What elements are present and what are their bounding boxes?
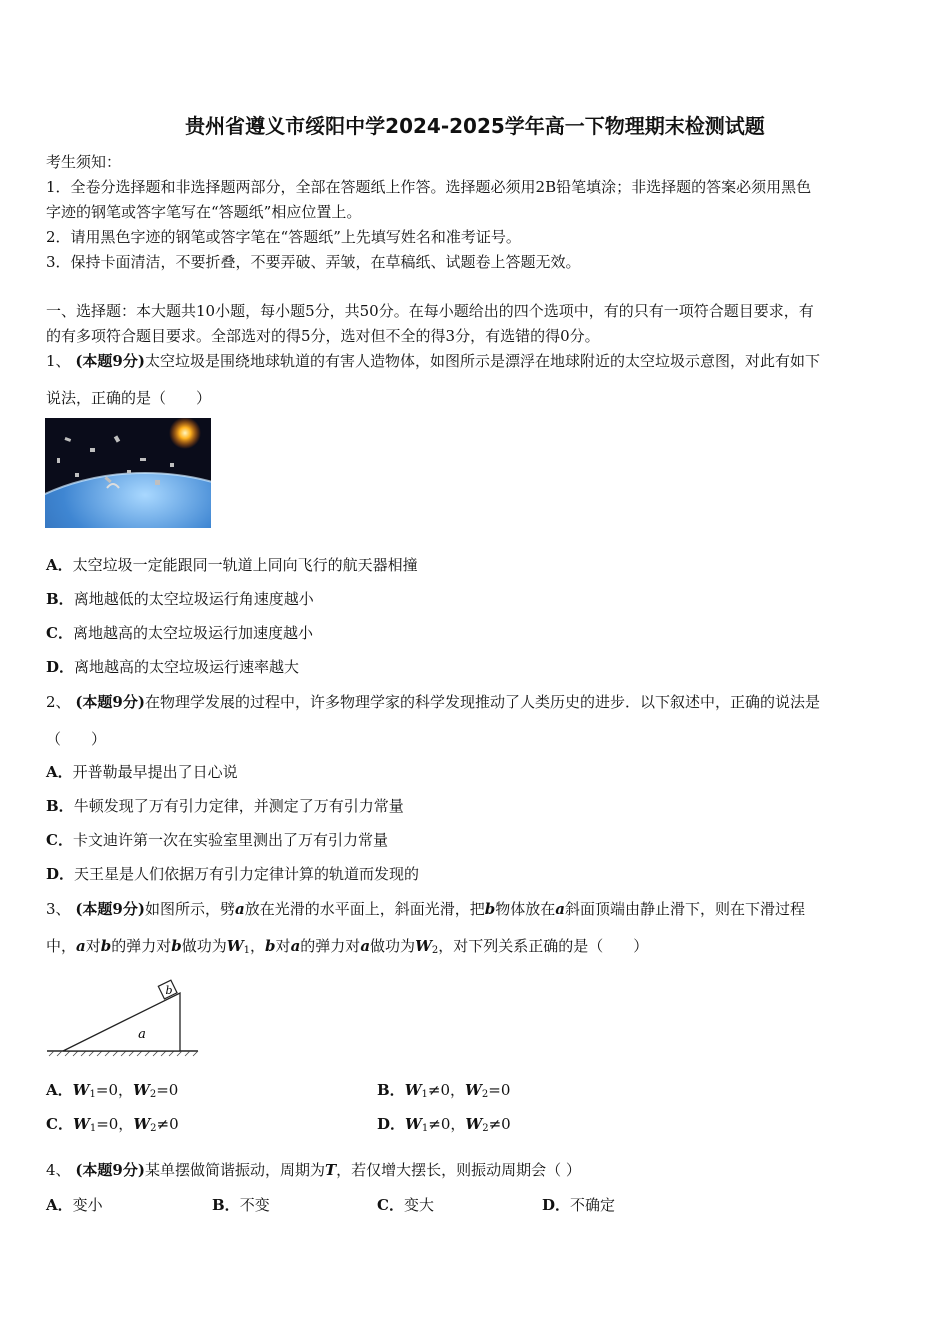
option-letter: C． — [377, 1196, 404, 1214]
subscript: 2 — [149, 1089, 157, 1100]
q1-score: (本题9分) — [75, 352, 145, 370]
q3-option — [46, 1114, 179, 1139]
q1-option — [46, 589, 314, 609]
q3-option — [377, 1114, 511, 1139]
var-w: W — [72, 1115, 90, 1133]
q3-text: 对 — [85, 937, 101, 955]
notice-heading: 考生须知： — [46, 153, 122, 171]
q3-text: 对 — [275, 937, 291, 955]
q4-score: (本题9分) — [75, 1161, 145, 1179]
q1-stem2: 说法，正确的是（ ） — [46, 389, 212, 407]
option-text: =0， — [96, 1115, 134, 1133]
q4-text: 某单摆做简谐振动，周期为 — [144, 1161, 325, 1179]
option-text: 牛顿发现了万有引力定律，并测定了万有引力常量 — [73, 797, 404, 815]
subscript: 1 — [421, 1089, 428, 1100]
option-letter: C． — [46, 624, 73, 642]
option-letter: B． — [377, 1081, 405, 1099]
option-letter: C． — [46, 1115, 73, 1133]
q3-num: 3、 — [46, 900, 71, 918]
var-a: a — [555, 900, 565, 918]
option-letter: B． — [212, 1196, 240, 1214]
option-letter: A． — [46, 1081, 73, 1099]
q2-stem — [46, 692, 820, 712]
q2-option — [46, 762, 238, 782]
q3-text: 物体放在 — [495, 900, 556, 918]
q4-option — [377, 1195, 434, 1215]
var-w: W — [72, 1081, 90, 1099]
option-letter: D． — [542, 1196, 571, 1214]
var-b: b — [100, 937, 112, 955]
var-a: a — [290, 937, 301, 955]
q3-text: 斜面顶端由静止滑下，则在下滑过程 — [564, 900, 805, 918]
option-letter: D． — [46, 865, 75, 883]
option-letter: C． — [46, 831, 73, 849]
q3-option — [377, 1080, 510, 1105]
q4-option — [212, 1195, 270, 1215]
notice-item: 1．全卷分选择题和非选择题两部分，全部在答题纸上作答。选择题必须用2B铅笔填涂；非选择题的答案必须用黑色 — [46, 178, 812, 196]
option-text: 离地越高的太空垃圾运行加速度越小 — [72, 624, 313, 642]
q4-stem — [46, 1160, 581, 1180]
subscript: 2 — [481, 1089, 489, 1100]
debris-piece — [140, 458, 146, 461]
q2-option — [46, 864, 419, 884]
subscript: 2 — [482, 1123, 489, 1134]
q3-text: ，对下列关系正确的是（ ） — [438, 937, 649, 955]
label-a: a — [138, 1027, 146, 1042]
option-text: 变小 — [72, 1196, 103, 1214]
q1-stem-text: 太空垃圾是围绕地球轨道的有害人造物体，如图所示是漂浮在地球附近的太空垃圾示意图，对此有如下 — [144, 352, 820, 370]
q1-num: 1、 — [46, 352, 71, 370]
subscript: 1 — [243, 945, 251, 956]
page-title: 贵州省遵义市绥阳中学2024-2025学年高一下物理期末检测试题 — [185, 114, 765, 138]
option-letter: A． — [46, 556, 73, 574]
var-t: T — [324, 1161, 337, 1179]
var-b: b — [171, 937, 182, 955]
option-letter: A． — [46, 1196, 73, 1214]
q3-option — [46, 1080, 178, 1105]
option-text: 变大 — [403, 1196, 434, 1214]
q3-text: 放在光滑的水平面上，斜面光滑，把 — [244, 900, 485, 918]
option-text: 离地越高的太空垃圾运行速率越大 — [74, 658, 300, 676]
q4-text: ，若仅增大摆长，则振动周期会（ ） — [336, 1161, 581, 1179]
q2-score: (本题9分) — [75, 693, 145, 711]
q2-option — [46, 796, 404, 816]
label-b: b — [165, 984, 173, 997]
wedge-a — [63, 993, 180, 1051]
var-w: W — [415, 937, 432, 955]
q4-option — [542, 1195, 615, 1215]
option-text: 卡文迪许第一次在实验室里测出了万有引力常量 — [72, 831, 388, 849]
debris-piece — [57, 458, 60, 463]
option-text: 不确定 — [570, 1196, 616, 1214]
space-debris-image — [45, 418, 211, 528]
option-letter: A． — [46, 763, 73, 781]
q2-stem-text: 在物理学发展的过程中，许多物理学家的科学发现推动了人类历史的进步．以下叙述中，正确的说法是 — [144, 693, 820, 711]
subscript: 1 — [89, 1089, 96, 1100]
option-text: 不变 — [239, 1196, 270, 1214]
var-a: a — [234, 900, 245, 918]
q1-option — [46, 555, 418, 575]
option-text: ≠0， — [428, 1115, 466, 1133]
q2-option — [46, 830, 388, 850]
option-text: 太空垃圾一定能跟同一轨道上同向飞行的航天器相撞 — [72, 556, 418, 574]
var-a: a — [360, 937, 371, 955]
q3-text: 的弹力对 — [111, 937, 172, 955]
option-text: ≠0， — [427, 1081, 466, 1099]
q4-num: 4、 — [46, 1161, 71, 1179]
var-w: W — [133, 1115, 151, 1133]
var-b: b — [265, 937, 276, 955]
q2-stem2: （ ） — [46, 730, 107, 748]
option-text: =0 — [488, 1081, 511, 1099]
debris-piece — [155, 480, 160, 485]
notice-item: 2．请用黑色字迹的钢笔或答字笔在“答题纸”上先填写姓名和准考证号。 — [46, 228, 521, 246]
subscript: 2 — [150, 1123, 157, 1134]
var-a: a — [76, 937, 86, 955]
var-w: W — [226, 937, 244, 955]
option-text: 离地越低的太空垃圾运行角速度越小 — [73, 590, 314, 608]
option-text: ≠0 — [156, 1115, 179, 1133]
q1-stem — [46, 351, 820, 371]
sun-shape — [169, 418, 201, 449]
option-letter: D． — [377, 1115, 406, 1133]
q3-text: 做功为 — [370, 937, 416, 955]
option-letter: B． — [46, 797, 74, 815]
section-line: 一、选择题：本大题共10小题，每小题5分，共50分。在每小题给出的四个选项中，有的只有一项符合题目要求，有 — [46, 302, 814, 320]
option-text: =0 — [156, 1081, 179, 1099]
q3-text: 做功为 — [181, 937, 227, 955]
q4-option — [46, 1195, 103, 1215]
q2-num: 2、 — [46, 693, 71, 711]
debris-piece — [90, 448, 95, 452]
q3-stem2 — [46, 936, 648, 961]
var-w: W — [404, 1081, 422, 1099]
debris-piece — [75, 473, 79, 477]
debris-piece — [170, 463, 174, 467]
option-text: 开普勒最早提出了日心说 — [72, 763, 238, 781]
option-text: 天王星是人们依据万有引力定律计算的轨道而发现的 — [74, 865, 420, 883]
var-b: b — [484, 900, 496, 918]
q1-option — [46, 623, 313, 643]
q3-stem — [46, 899, 805, 919]
debris-piece — [127, 470, 131, 473]
notice-item: 3．保持卡面清洁，不要折叠，不要弄破、弄皱，在草稿纸、试题卷上答题无效。 — [46, 253, 581, 271]
var-w: W — [133, 1081, 150, 1099]
notice-item: 字迹的钢笔或答字笔写在“答题纸”相应位置上。 — [46, 203, 362, 221]
q3-text: ， — [250, 937, 266, 955]
section-line: 的有多项符合题目要求。全部选对的得5分，选对但不全的得3分，有选错的得0分。 — [46, 327, 600, 345]
q3-score: (本题9分) — [75, 900, 145, 918]
option-letter: B． — [46, 590, 74, 608]
q3-text: 如图所示，劈 — [144, 900, 235, 918]
var-w: W — [465, 1115, 483, 1133]
subscript: 1 — [89, 1123, 97, 1134]
q3-text: 的弹力对 — [300, 937, 361, 955]
q1-option — [46, 657, 299, 677]
subscript: 1 — [421, 1123, 429, 1134]
option-text: ≠0 — [488, 1115, 511, 1133]
var-w: W — [465, 1081, 482, 1099]
q3-text: 中， — [46, 937, 77, 955]
incline-diagram — [45, 976, 200, 1058]
subscript: 2 — [431, 945, 439, 956]
option-text: =0， — [95, 1081, 133, 1099]
var-w: W — [405, 1115, 422, 1133]
option-letter: D． — [46, 658, 75, 676]
